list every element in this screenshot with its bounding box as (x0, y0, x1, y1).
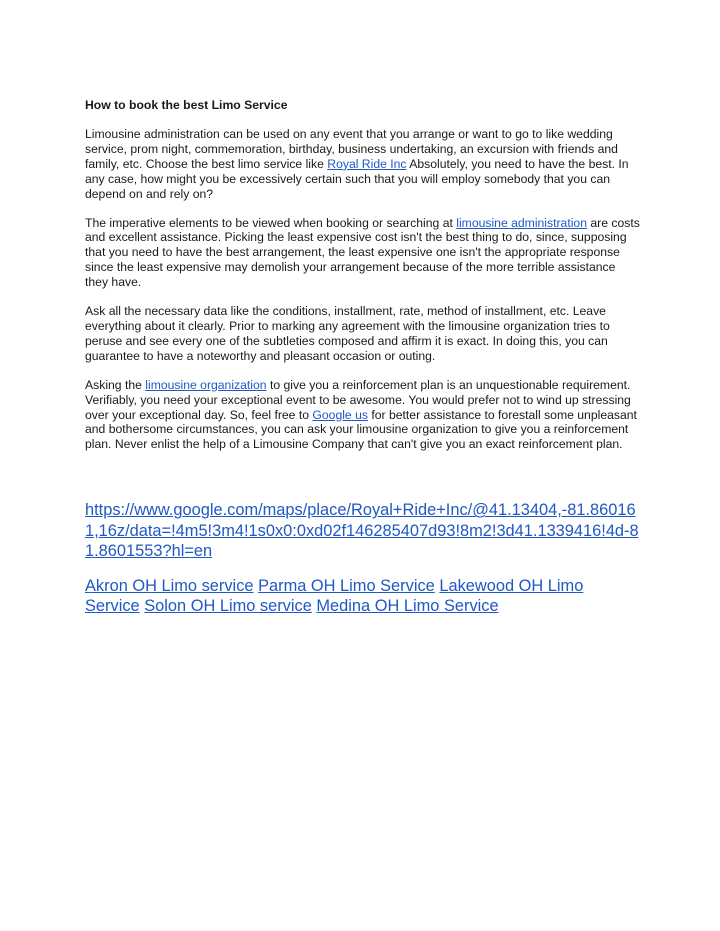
paragraph-2-text-a: The imperative elements to be viewed when booking or searching at (85, 215, 457, 230)
paragraph-1 (85, 127, 640, 202)
services-links (85, 576, 640, 617)
map-url-paragraph (85, 500, 640, 562)
paragraph-3: Ask all the necessary data like the conditions, installment, rate, method of installment, etc. Leave everything about it clearly. Prior to marking any agreement with the limousine organization tries to peruse and see every one of the subtleties composed and affirm it is exact. In doing this, you can guarantee to have a noteworthy and pleasant occasion or outing. (85, 304, 610, 363)
paragraph-1-text-b: Absolutely, you need to have the best. In any case, how might you be excessively certain such that you will employ somebody that you can depend on and rely on? (85, 156, 629, 201)
paragraph-1-text-a: Limousine administration can be used on any event that you arrange or want to go to like wedding service, prom night, commemoration, birthday, business undertaking, an excursion with friends and family, etc. Choose the best limo service like (85, 127, 618, 171)
limousine-organization-link[interactable]: limousine organization (145, 377, 267, 392)
google-maps-link[interactable]: https://www.google.com/maps/place/Royal+Ride+Inc/@41.13404,-81.860161,16z/data=!4m5!3m4!1s0x0:0xd02f146285407d93!8m2!3d41.1339416!4d-81.8601553?hl=en (85, 501, 639, 561)
paragraph-2 (85, 216, 640, 291)
parma-limo-link[interactable]: Parma OH Limo Service (258, 576, 435, 595)
solon-limo-link[interactable]: Solon OH Limo service (144, 597, 312, 616)
paragraph-2-text-b: are costs and excellent assistance. Picking the least expensive cost isn't the best thing to do, since, supposing that you need to have the best arrangement, the least expensive one isn't the appropriate response since the least expensive may demolish your arrangement because of the more terrible assistance they have. (85, 215, 640, 290)
medina-limo-link[interactable]: Medina OH Limo Service (316, 597, 499, 616)
lakewood-limo-link[interactable]: Lakewood OH Limo Service (85, 576, 584, 616)
limousine-administration-link[interactable]: limousine administration (456, 215, 587, 230)
paragraph-4 (85, 378, 640, 453)
paragraph-4-text-c: for better assistance to forestall some unpleasant and bothersome circumstances, you can ask your limousine organization to give you a reinforcement plan. Never enlist the help of a Limousine Company that can't give you an exact reinforcement plan. (85, 407, 637, 452)
paragraph-4-text-a: Asking the (85, 377, 146, 392)
akron-limo-link[interactable]: Akron OH Limo service (85, 576, 254, 595)
article-title: How to book the best Limo Service (85, 98, 288, 112)
paragraph-4-text-b: to give you a reinforcement plan is an unquestionable requirement. Verifiably, you need your exceptional event to be awesome. You would prefer not to wind up stressing over your exceptional day. So, feel free to (85, 377, 631, 422)
google-us-link[interactable]: Google us (312, 407, 368, 422)
royal-ride-inc-link[interactable]: Royal Ride Inc (327, 156, 407, 171)
